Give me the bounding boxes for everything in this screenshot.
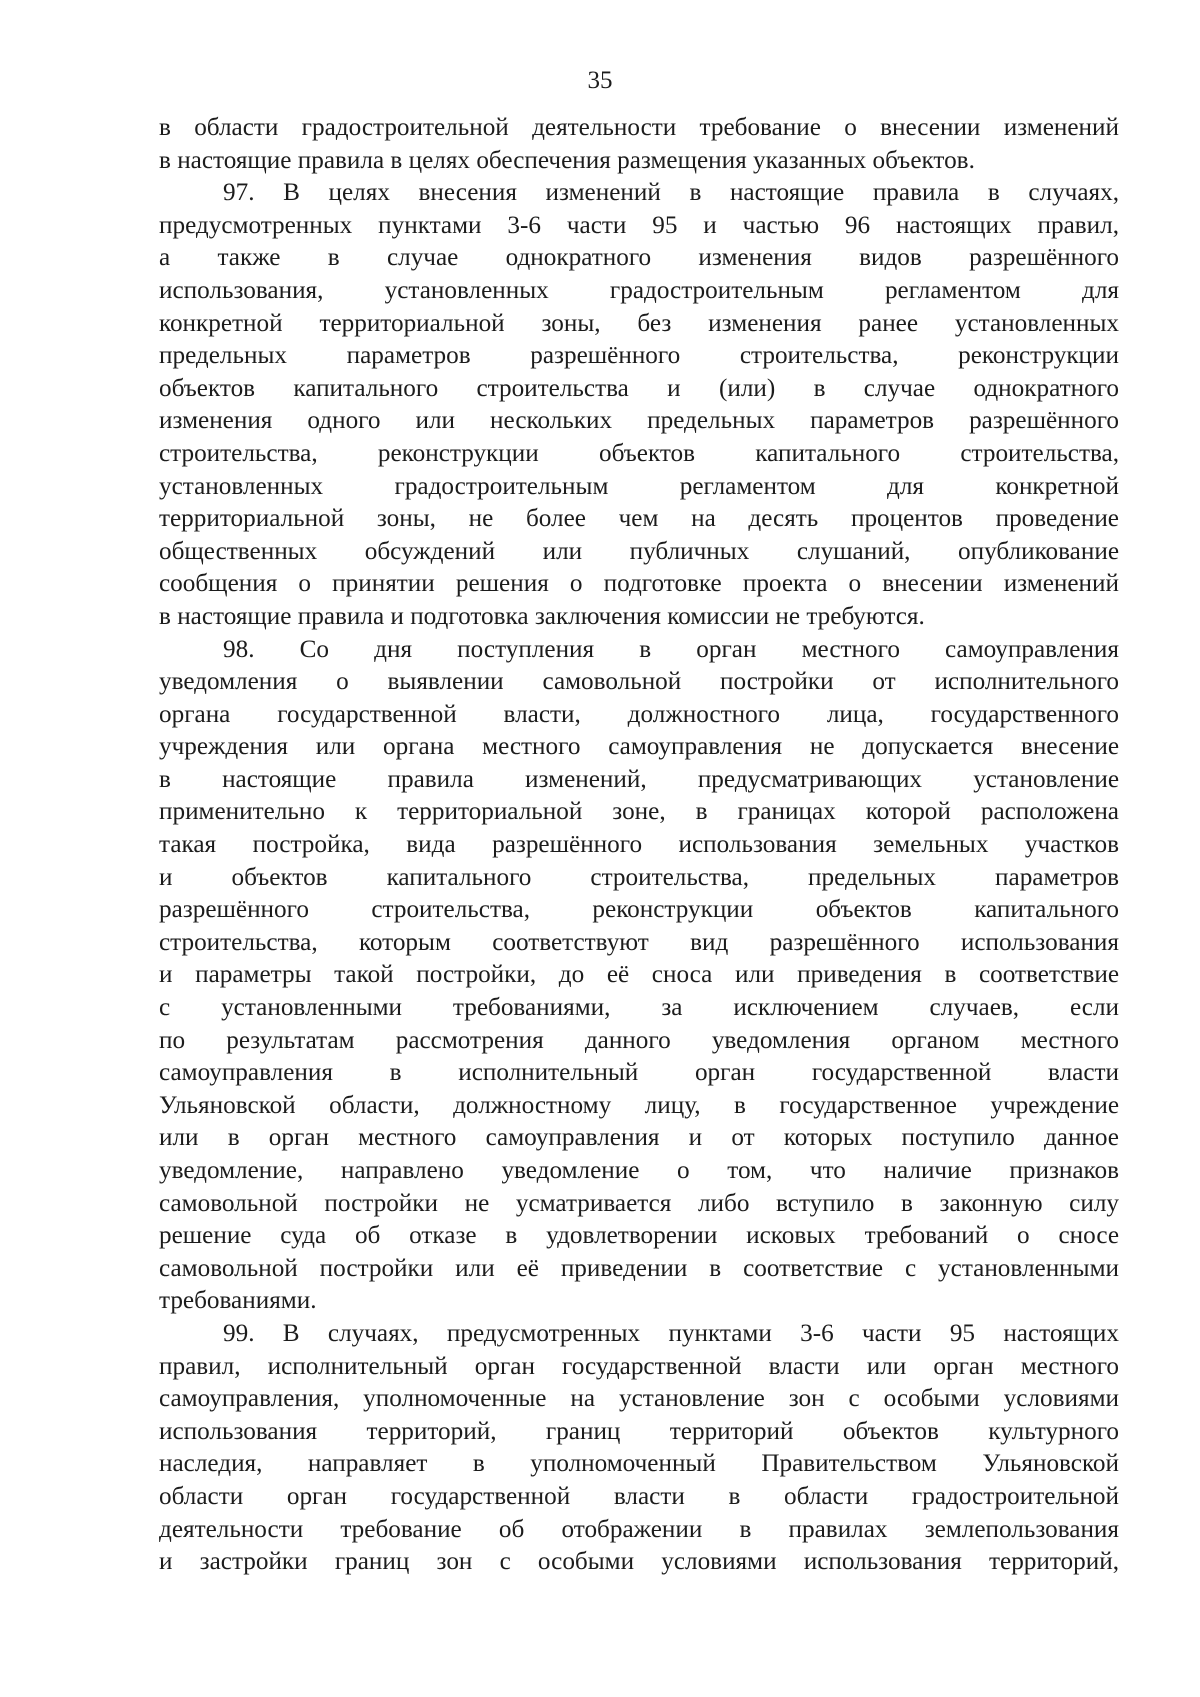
text-line: самоуправления, уполномоченные на установление зон с особыми условиями [159, 1385, 1119, 1413]
text-line: Ульяновской области, должностному лицу, в государственное учреждение [159, 1091, 1119, 1119]
text-line: или в орган местного самоуправления и от которых поступило данное [159, 1124, 1119, 1152]
text-line: уведомление, направлено уведомление о том, что наличие признаков [159, 1157, 1119, 1184]
text-line: уведомления о выявлении самовольной постройки от исполнительного [159, 668, 1119, 696]
text-line: предельных параметров разрешённого строительства, реконструкции [159, 342, 1119, 370]
text-line: с установленными требованиями, за исключением случаев, если [159, 994, 1119, 1022]
text-line: применительно к территориальной зоне, в границах которой расположена [159, 798, 1119, 826]
text-line: в области градостроительной деятельности требование о внесении изменений [159, 114, 1119, 141]
text-line: а также в случае однократного изменения видов разрешённого [159, 244, 1119, 272]
text-line: и параметры такой постройки, до её сноса или приведения в соответствие [159, 961, 1119, 989]
text-line: 98. Со дня поступления в орган местного самоуправления [223, 635, 1119, 663]
document-text [159, 112, 1119, 1579]
text-line: самоуправления в исполнительный орган государственной власти [159, 1059, 1119, 1087]
page-number: 35 [587, 67, 613, 94]
text-line: органа государственной власти, должностного лица, государственного [159, 700, 1119, 728]
text-line: объектов капитального строительства и (или) в случае однократного [159, 374, 1119, 402]
text-line: установленных градостроительным регламентом для конкретной [159, 472, 1119, 500]
text-line: предусмотренных пунктами 3-6 части 95 и частью 96 настоящих правил, [159, 211, 1119, 239]
text-line: разрешённого строительства, реконструкции объектов капитального [159, 896, 1119, 924]
text-line: изменения одного или нескольких предельных параметров разрешённого [159, 407, 1119, 435]
text-line: использования, установленных градостроительным регламентом для [159, 276, 1119, 304]
text-line: в настоящие правила в целях обеспечения размещения указанных объектов. [159, 146, 975, 174]
text-line: конкретной территориальной зоны, без изменения ранее установленных [159, 309, 1119, 337]
text-line: учреждения или органа местного самоуправления не допускается внесение [159, 733, 1119, 761]
text-line: по результатам рассмотрения данного уведомления органом местного [159, 1026, 1119, 1054]
text-line: 97. В целях внесения изменений в настоящие правила в случаях, [223, 179, 1119, 207]
text-line: решение суда об отказе в удовлетворении исковых требований о сносе [159, 1222, 1119, 1250]
text-line: требованиями. [159, 1287, 317, 1315]
text-line: наследия, направляет в уполномоченный Правительством Ульяновской [159, 1450, 1119, 1478]
text-line: общественных обсуждений или публичных слушаний, опубликование [159, 537, 1119, 565]
text-line: и объектов капитального строительства, предельных параметров [159, 863, 1119, 891]
text-line: самовольной постройки не усматривается либо вступило в законную силу [159, 1189, 1119, 1217]
text-line: территориальной зоны, не более чем на десять процентов проведение [159, 505, 1119, 533]
text-line: и застройки границ зон с особыми условиями использования территорий, [159, 1548, 1119, 1576]
text-line: правил, исполнительный орган государственной власти или орган местного [159, 1352, 1119, 1380]
text-line: самовольной постройки или её приведении в соответствие с установленными [159, 1254, 1119, 1282]
text-line: области орган государственной власти в области градостроительной [159, 1482, 1119, 1510]
text-line: 99. В случаях, предусмотренных пунктами 3-6 части 95 настоящих [223, 1319, 1119, 1347]
text-line: строительства, которым соответствуют вид разрешённого использования [159, 928, 1119, 956]
text-line: такая постройка, вида разрешённого использования земельных участков [159, 831, 1119, 859]
text-line: использования территорий, границ территорий объектов культурного [159, 1417, 1119, 1445]
text-line: строительства, реконструкции объектов капитального строительства, [159, 439, 1119, 467]
text-line: деятельности требование об отображении в правилах землепользования [159, 1515, 1119, 1543]
text-line: сообщения о принятии решения о подготовке проекта о внесении изменений [159, 570, 1119, 598]
text-line: в настоящие правила изменений, предусматривающих установление [159, 765, 1119, 793]
text-line: в настоящие правила и подготовка заключения комиссии не требуются. [159, 602, 925, 630]
